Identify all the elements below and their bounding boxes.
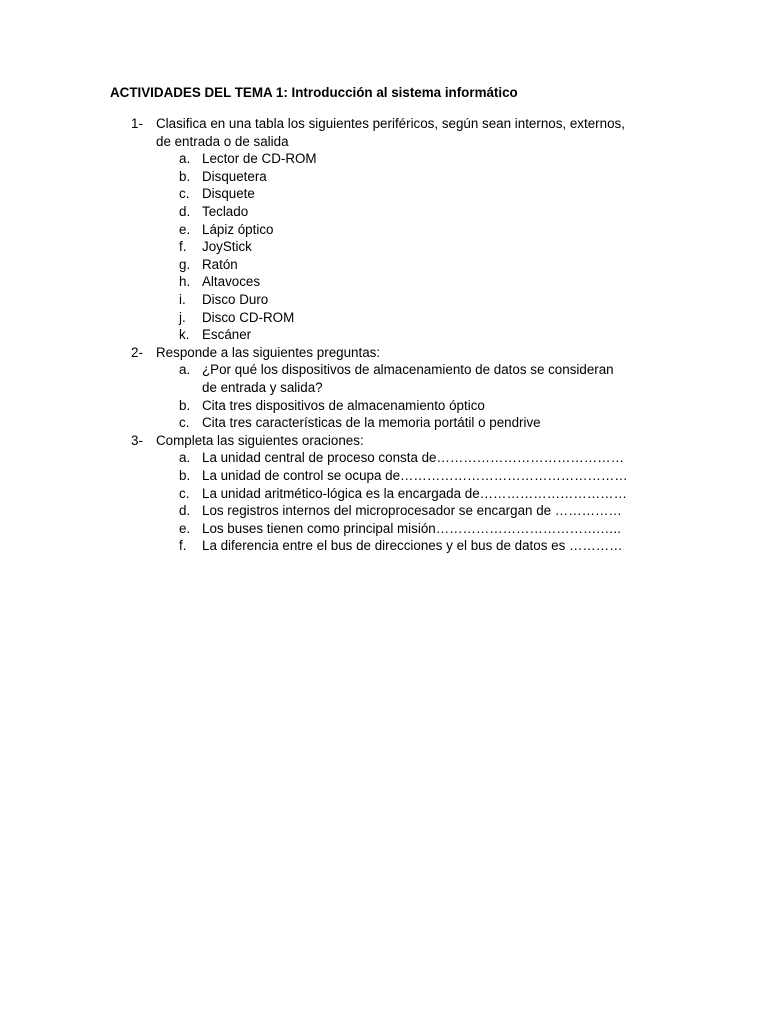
sub-item-line bbox=[0, 485, 768, 503]
sub-item-text: La unidad aritmético-lógica es la encargada de…………………………… bbox=[202, 485, 627, 501]
question-text: de entrada o de salida bbox=[156, 133, 289, 149]
document-title: ACTIVIDADES DEL TEMA 1: Introducción al sistema informático bbox=[110, 85, 518, 100]
sub-item-text: Disco CD-ROM bbox=[202, 309, 295, 325]
sub-item-line bbox=[0, 150, 768, 168]
question-number: 2- bbox=[131, 344, 143, 360]
sub-item-letter: h. bbox=[179, 274, 191, 290]
sub-item-text: ¿Por qué los dispositivos de almacenamiento de datos se consideran bbox=[202, 362, 614, 378]
sub-item-text: La unidad central de proceso consta de…………………………………… bbox=[202, 450, 624, 466]
sub-item-text: Altavoces bbox=[202, 274, 261, 290]
sub-item-text: Los registros internos del microprocesador se encargan de …………… bbox=[202, 503, 622, 519]
question-line bbox=[0, 432, 768, 450]
sub-item-line bbox=[0, 168, 768, 186]
sub-item-text: Lápiz óptico bbox=[202, 221, 274, 237]
sub-item-line bbox=[0, 361, 768, 379]
sub-item-text: Lector de CD-ROM bbox=[202, 151, 317, 167]
sub-item-text: Escáner bbox=[202, 327, 252, 343]
sub-item-letter: b. bbox=[179, 468, 191, 483]
sub-item-line bbox=[0, 185, 768, 203]
sub-item-text: Teclado bbox=[202, 204, 249, 219]
sub-item-line bbox=[0, 379, 768, 397]
sub-item-line bbox=[0, 520, 768, 538]
sub-item-line bbox=[0, 414, 768, 432]
sub-item-line bbox=[0, 467, 768, 485]
sub-item-text: Disquete bbox=[202, 186, 255, 202]
question-text: Completa las siguientes oraciones: bbox=[156, 432, 364, 448]
sub-item-text: La unidad de control se ocupa de…………………………………………… bbox=[202, 468, 628, 483]
sub-item-text: de entrada y salida? bbox=[202, 380, 323, 395]
sub-item-letter: a. bbox=[179, 450, 191, 466]
sub-item-text: JoyStick bbox=[202, 239, 252, 255]
sub-item-line bbox=[0, 502, 768, 520]
sub-item-line bbox=[0, 291, 768, 309]
question-number: 1- bbox=[131, 116, 143, 131]
question-number: 3- bbox=[131, 432, 143, 448]
sub-item-letter: c. bbox=[179, 485, 190, 501]
sub-item-line bbox=[0, 449, 768, 467]
sub-item-letter: i. bbox=[179, 292, 186, 307]
sub-item-letter: k. bbox=[179, 327, 190, 343]
sub-item-line bbox=[0, 221, 768, 239]
sub-item-line bbox=[0, 326, 768, 344]
sub-item-letter: c. bbox=[179, 186, 190, 202]
question-text: Responde a las siguientes preguntas: bbox=[156, 344, 381, 360]
sub-item-line bbox=[0, 203, 768, 221]
sub-item-line bbox=[0, 537, 768, 555]
sub-item-letter: d. bbox=[179, 204, 191, 219]
sub-item-letter: e. bbox=[179, 221, 191, 237]
question-text: Clasifica en una tabla los siguientes periféricos, según sean internos, externos, bbox=[156, 116, 625, 131]
sub-item-text: Disquetera bbox=[202, 168, 267, 184]
sub-item-letter: f. bbox=[179, 538, 187, 554]
sub-item-text: Los buses tienen como principal misión……………………………….….. bbox=[202, 520, 621, 536]
sub-item-text: La diferencia entre el bus de direcciones y el bus de datos es ………… bbox=[202, 538, 623, 554]
sub-item-letter: j. bbox=[179, 309, 186, 325]
sub-item-letter: d. bbox=[179, 503, 191, 519]
question-line bbox=[0, 133, 768, 151]
sub-item-letter: a. bbox=[179, 151, 191, 167]
sub-item-line bbox=[0, 256, 768, 274]
sub-item-line bbox=[0, 309, 768, 327]
sub-item-letter: a. bbox=[179, 362, 191, 378]
sub-item-text: Ratón bbox=[202, 256, 238, 272]
sub-item-text: Cita tres dispositivos de almacenamiento óptico bbox=[202, 397, 485, 413]
sub-item-line bbox=[0, 238, 768, 256]
sub-item-line bbox=[0, 397, 768, 415]
sub-item-letter: g. bbox=[179, 256, 191, 272]
sub-item-letter: b. bbox=[179, 397, 191, 413]
sub-item-line bbox=[0, 273, 768, 291]
sub-item-letter: b. bbox=[179, 168, 191, 184]
sub-item-letter: c. bbox=[179, 415, 190, 431]
sub-item-text: Cita tres características de la memoria portátil o pendrive bbox=[202, 415, 541, 431]
question-line bbox=[0, 344, 768, 362]
sub-item-text: Disco Duro bbox=[202, 292, 269, 307]
sub-item-letter: e. bbox=[179, 520, 191, 536]
question-line bbox=[0, 115, 768, 133]
sub-item-letter: f. bbox=[179, 239, 187, 255]
